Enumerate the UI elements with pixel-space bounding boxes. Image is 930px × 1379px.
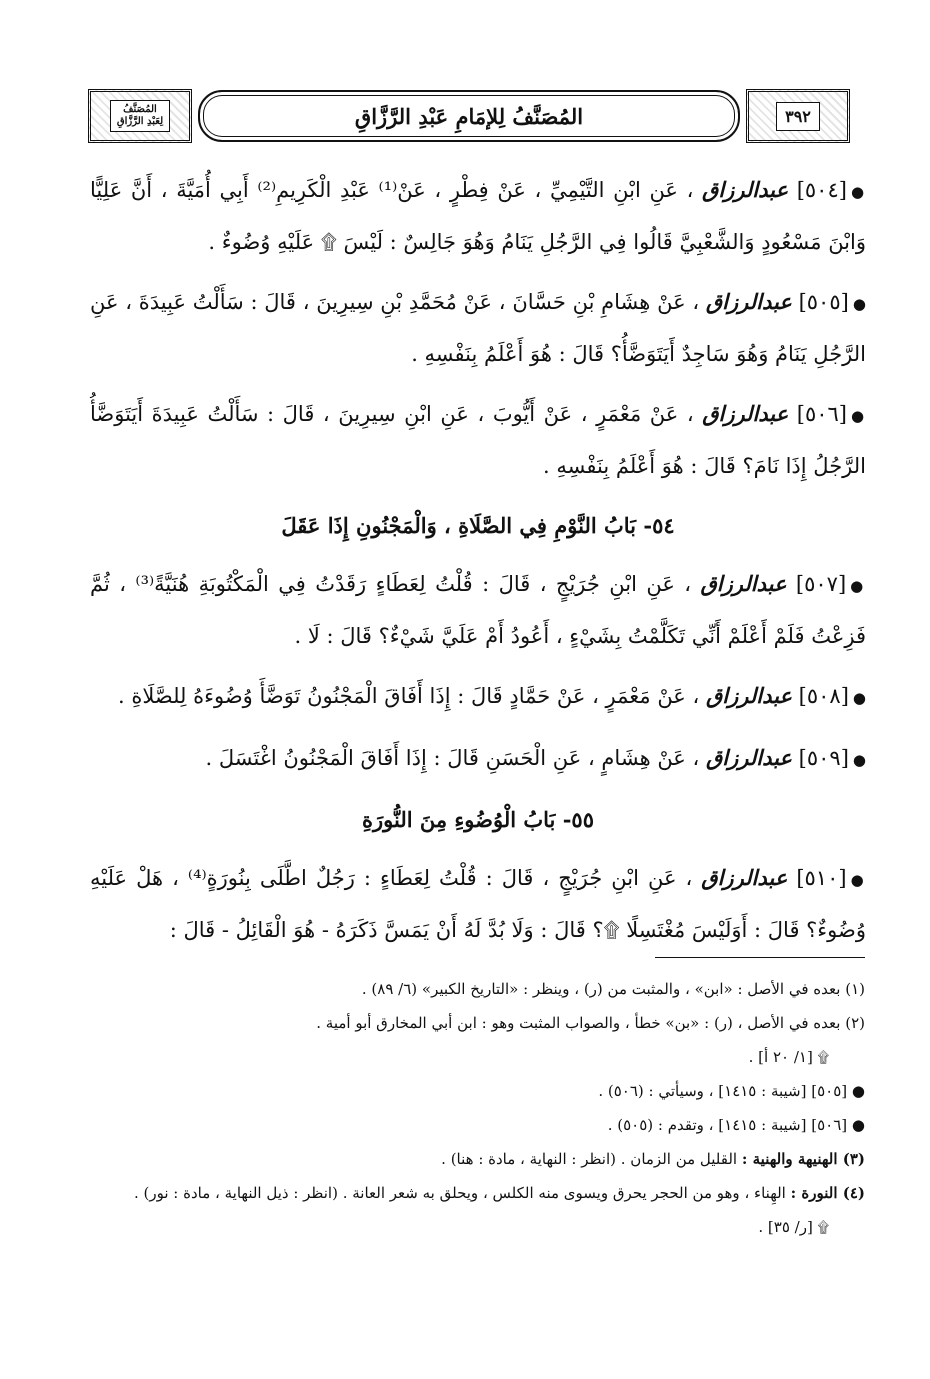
bullet-icon: ● bbox=[850, 407, 866, 425]
footnote-text: القليل من الزمان . (انظر : النهاية ، مادة : هنا) . bbox=[441, 1150, 742, 1168]
hadith-506 bbox=[90, 389, 866, 491]
footnote-text: الهِناء ، وهو من الحجر يحرق ويسوى منه الكلس ، ويحلق به شعر العانة . (انظر : ذيل النهاية ، مادة : نور) . bbox=[133, 1184, 791, 1202]
hadith-508 bbox=[90, 671, 866, 723]
footnote-text: ۩ [ر/ ٣٥] . bbox=[758, 1218, 829, 1236]
hadith-number: [٥٠٨] bbox=[798, 684, 849, 708]
hadith-text: ، عَنْ هِشَامٍ ، عَنِ الْحَسَنِ قَالَ : إِذَا أَفَاقَ الْمَجْنُونُ اغْتَسَلَ . bbox=[205, 746, 700, 770]
chapter-heading-55: ٥٥- بَابُ الْوُضُوءِ مِنَ النُّورَةِ bbox=[362, 807, 594, 832]
footnote-text: (١) بعده في الأصل : «ابن» ، والمثبت من (ر) ، وينظر : «التاريخ الكبير» (٦/ ٨٩) . bbox=[361, 980, 865, 998]
logo-line-2: لِعَبْدِ الرَّزَّاقِ bbox=[116, 116, 164, 127]
hadith-text: ، عَنْ مَعْمَرٍ ، عَنْ أَيُّوبَ ، عَنِ ابْنِ سِيرِينَ ، قَالَ : سَأَلْتُ عَبِيدَةَ أَيَتَوَضَّأُ الرَّجُلُ إِذَا نَامَ؟ قَالَ : هُوَ أَعْلَمُ بِنَفْسِهِ . bbox=[90, 402, 866, 478]
hadith-number: [٥١٠] bbox=[796, 866, 847, 890]
main-text bbox=[90, 165, 866, 965]
footnote-1 bbox=[100, 972, 865, 1006]
hadith-narrator: عبدالرزاق bbox=[700, 571, 787, 596]
hadith-text: ، عَنِ ابْنِ جُرَيْجٍ ، قَالَ : قُلْتُ لِعَطَاءٍ رَقَدْتُ فِي الْمَكْتُوبَةِ هُنَيَّةً⁽³⁾ ، ثُمَّ فَزِعْتُ فَلَمْ أَعْلَمْ أَنِّي تَكَلَّمْتُ بِشَيْءٍ ، أَعُودُ أَمْ عَلَيَّ شَيْءٌ؟ قَالَ : لَا . bbox=[90, 572, 866, 648]
hadith-narrator: عبدالرزاق bbox=[705, 289, 792, 314]
hadith-509 bbox=[90, 733, 866, 785]
bullet-icon: ● bbox=[852, 751, 866, 769]
hadith-number: [٥٠٩] bbox=[798, 746, 849, 770]
page-header bbox=[88, 86, 850, 146]
hadith-text: ، عَنِ ابْنِ التَّيْمِيِّ ، عَنْ فِطْرٍ ، عَنْ⁽¹⁾ عَبْدِ الْكَرِيمِ⁽²⁾ أَبِي أُمَيَّةَ ، أَنَّ عَلِيًّا وَابْنَ مَسْعُودٍ وَالشَّعْبِيَّ قَالُوا فِي الرَّجُلِ يَنَامُ وَهُوَ جَالِسٌ : لَيْسَ ۩ عَلَيْهِ وُضُوءٌ . bbox=[90, 178, 866, 254]
hadith-narrator: عبدالرزاق bbox=[702, 177, 789, 202]
hadith-number: [٥٠٤] bbox=[796, 178, 847, 202]
footnote-text: (٢) بعده في الأصل ، (ر) : «بن» خطأ ، والصواب المثبت وهو : ابن أبي المخارق أبو أمية . bbox=[316, 1014, 865, 1032]
hadith-505 bbox=[90, 277, 866, 379]
hadith-narrator: عبدالرزاق bbox=[705, 745, 792, 770]
hadith-text: ، عَنْ هِشَامِ بْنِ حَسَّانَ ، عَنْ مُحَمَّدِ بْنِ سِيرِينَ ، قَالَ : سَأَلْتُ عَبِيدَةَ ، عَنِ الرَّجُلِ يَنَامُ وَهُوَ سَاجِدٌ أَيَتَوَضَّأُ؟ قَالَ : هُوَ أَعْلَمُ بِنَفْسِهِ . bbox=[90, 290, 866, 366]
hadith-narrator: عبدالرزاق bbox=[705, 683, 792, 708]
hadith-504 bbox=[90, 165, 866, 267]
footnote-separator bbox=[655, 957, 865, 958]
footnote-text: ۩ [١/ ٢٠ أ] . bbox=[748, 1048, 829, 1066]
book-logo bbox=[88, 89, 192, 143]
footnote-ref-506 bbox=[100, 1108, 865, 1142]
hadith-text: ، عَنْ مَعْمَرٍ ، عَنْ حَمَّادٍ قَالَ : إِذَا أَفَاقَ الْمَجْنُونُ تَوَضَّأَ وُضُوءَهُ لِلصَّلَاةِ . bbox=[117, 684, 700, 708]
footnote-2 bbox=[100, 1006, 865, 1040]
hadith-number: [٥٠٦] bbox=[796, 402, 847, 426]
page-number-box bbox=[746, 89, 850, 143]
footnote-folio-1 bbox=[100, 1040, 865, 1074]
title-banner bbox=[198, 90, 740, 142]
hadith-narrator: عبدالرزاق bbox=[701, 865, 788, 890]
footnote-term: (٤) النورة : bbox=[790, 1184, 865, 1202]
chapter-heading-54: ٥٤- بَابُ النَّوْمِ فِي الصَّلَاةِ ، وَالْمَجْنُونِ إِذَا عَقَلَ bbox=[281, 513, 675, 538]
footnotes bbox=[100, 972, 865, 1244]
hadith-510 bbox=[90, 853, 866, 955]
footnote-folio-2 bbox=[100, 1210, 865, 1244]
page-number: ٣٩٢ bbox=[776, 102, 820, 131]
hadith-narrator: عبدالرزاق bbox=[702, 401, 789, 426]
bullet-icon: ● bbox=[850, 577, 866, 595]
hadith-507 bbox=[90, 559, 866, 661]
footnote-text: ● [٥٠٦] [شيبة : ١٤١٥] ، وتقدم : (٥٠٥) . bbox=[607, 1116, 865, 1134]
footnote-4 bbox=[100, 1176, 865, 1210]
book-logo-text bbox=[110, 100, 170, 132]
hadith-text: ، عَنِ ابْنِ جُرَيْجٍ ، قَالَ : قُلْتُ لِعَطَاءٍ : رَجُلٌ اطَّلَى بِنُورَةٍ⁽⁴⁾ ، هَلْ عَلَيْهِ وُضُوءٌ؟ قَالَ : أَوَلَيْسَ مُغْتَسِلًا ۩؟ قَالَ : وَلَا بُدَّ لَهُ أَنْ يَمَسَّ ذَكَرَهُ - هُوَ الْقَائِلُ - قَالَ : bbox=[90, 866, 866, 942]
bullet-icon: ● bbox=[852, 295, 866, 313]
footnote-term: (٣) الهنيهة والهنية : bbox=[741, 1150, 865, 1168]
footnote-text: ● [٥٠٥] [شيبة : ١٤١٥] ، وسيأتي : (٥٠٦) . bbox=[598, 1082, 865, 1100]
bullet-icon: ● bbox=[850, 183, 866, 201]
bullet-icon: ● bbox=[852, 689, 866, 707]
logo-line-1: المُصَنَّفُ bbox=[123, 104, 157, 115]
book-title: المُصَنَّفُ لِلإمَامِ عَبْدِ الرَّزَّاقِ bbox=[354, 103, 584, 129]
hadith-number: [٥٠٧] bbox=[795, 572, 847, 596]
footnote-ref-505 bbox=[100, 1074, 865, 1108]
footnote-3 bbox=[100, 1142, 865, 1176]
hadith-number: [٥٠٥] bbox=[798, 290, 849, 314]
bullet-icon: ● bbox=[850, 871, 866, 889]
